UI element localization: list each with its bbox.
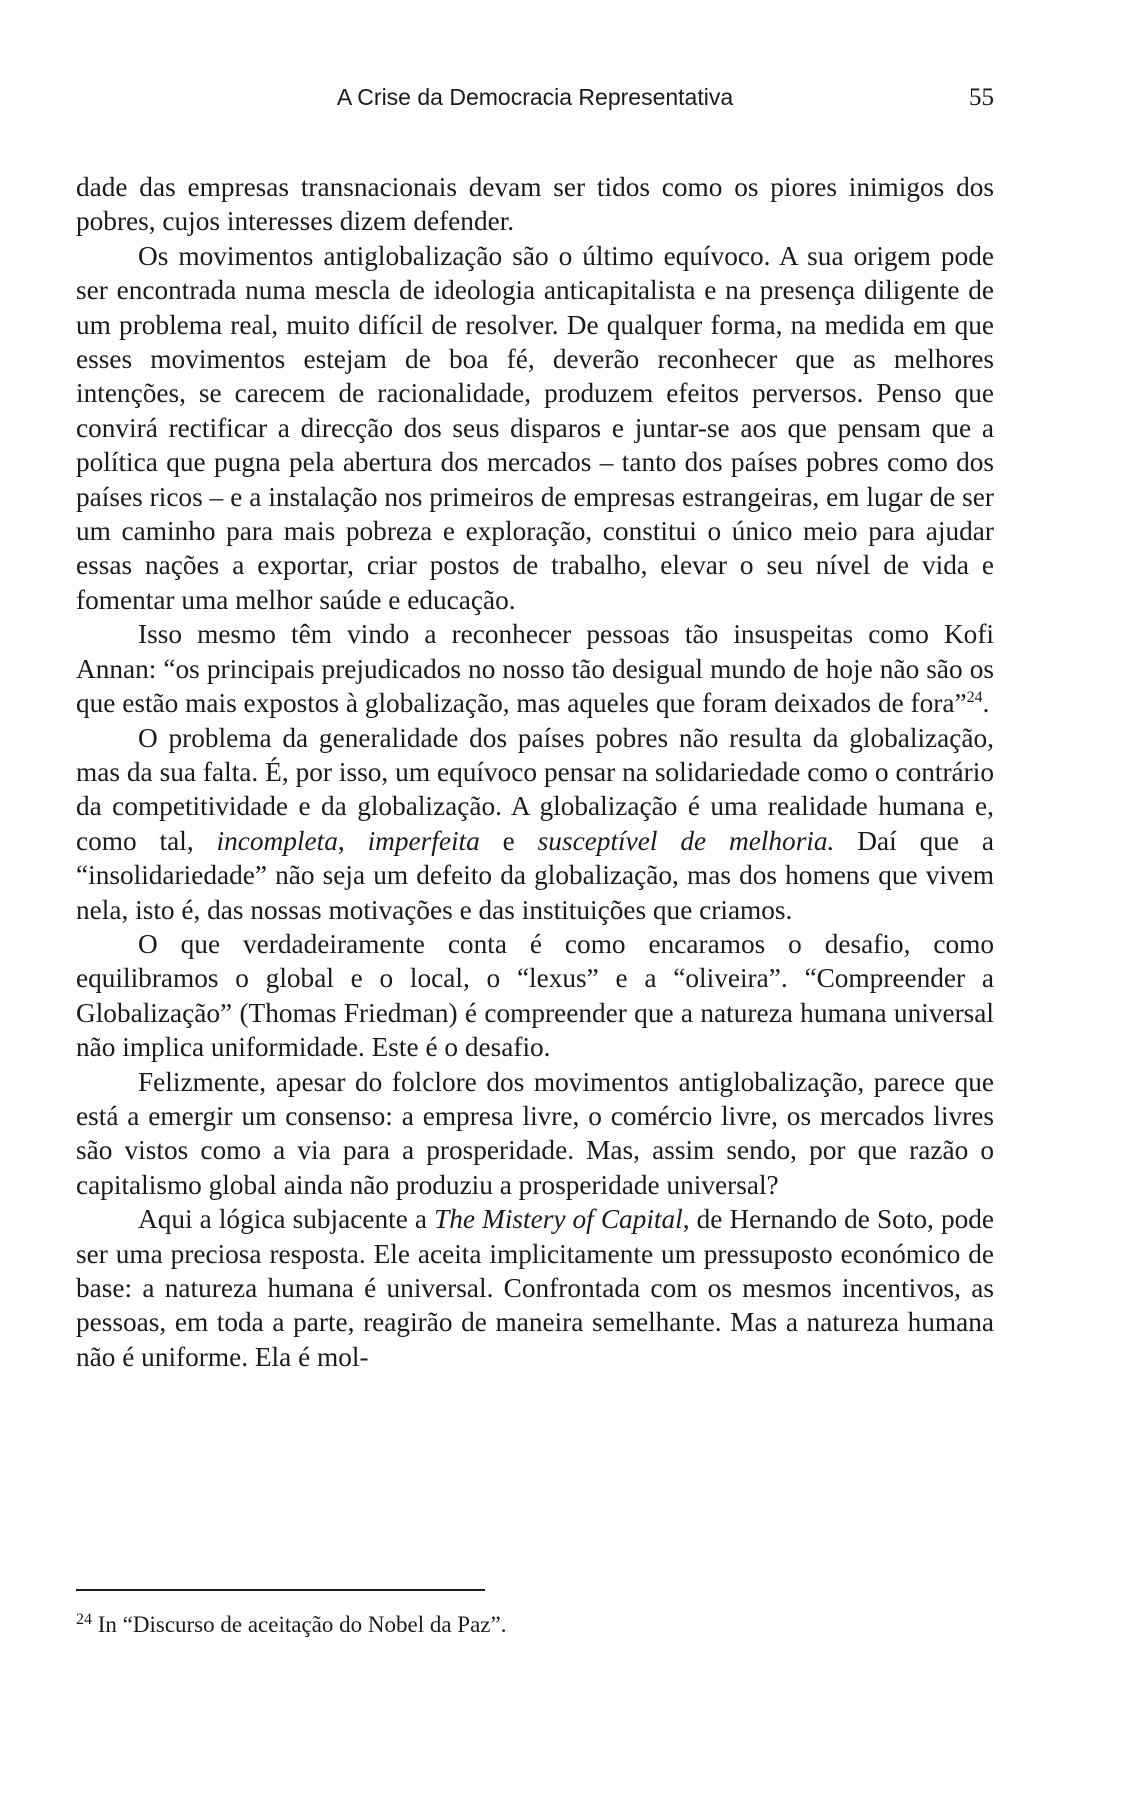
footnote-number: 24 xyxy=(76,1611,92,1628)
paragraph-4-part-d: Daí que a “insolidariedade” não seja um defeito da globalização, mas dos homens que vivem nela, isto é, das nossas motivações e das instituições que criamos. xyxy=(76,825,994,925)
paragraph-4-part-c: e xyxy=(479,825,538,856)
page-number: 55 xyxy=(969,84,994,111)
paragraph-3-text: Isso mesmo têm vindo a reconhecer pessoas tão insuspeitas como Kofi Annan: “os principais prejudicados no nosso tão desigual mundo de hoje não são os que estão mais expostos à globalização, mas aqueles que foram deixados de fora” xyxy=(76,619,994,719)
italic-imperfeita: imperfeita xyxy=(367,825,480,856)
paragraph-3-end: . xyxy=(982,688,990,719)
paragraph-4-part-b: , xyxy=(337,825,368,856)
running-title: A Crise da Democracia Representativa xyxy=(336,84,734,110)
paragraph-4-part-a: O problema da generalidade dos países pobres não resulta da globalização, mas da sua falta. É, por isso, um equívoco pensar na solidariedade como o contrário da competitividade e da globalização. A globalização é uma realidade humana e, como tal, xyxy=(76,722,994,856)
body-text xyxy=(76,170,994,1374)
footnote-text: In “Discurso de aceitação do Nobel da Paz”. xyxy=(92,1612,507,1637)
paragraph-1: dade das empresas transnacionais devam ser tidos como os piores inimigos dos pobres, cujos interesses dizem defender. xyxy=(76,172,994,237)
paragraph-6: Felizmente, apesar do folclore dos movimentos antiglobalização, parece que está a emergir um consenso: a empresa livre, o comércio livre, os mercados livres são vistos como a via para a prosperidade. Mas, assim sendo, por que razão o capitalismo global ainda não produziu a prosperidade universal? xyxy=(76,1066,994,1200)
running-head xyxy=(76,84,994,120)
paragraph-5: O que verdadeiramente conta é como encaramos o desafio, como equilibramos o global e o local, o “lexus” e a “oliveira”. “Compreender a Globalização” (Thomas Friedman) é compreender que a natureza humana universal não implica uniformidade. Este é o desafio. xyxy=(76,928,994,1063)
paragraph-7 xyxy=(76,1202,994,1374)
italic-book-title: The Mistery of Capital, xyxy=(434,1204,690,1235)
paragraph-4 xyxy=(76,721,994,927)
paragraph-2: Os movimentos antiglobalização são o último equívoco. A sua origem pode ser encontrada numa mescla de ideologia anticapitalista e na presença diligente de um problema real, muito difícil de resolver. De qualquer forma, na medida em que esses movimentos estejam de boa fé, deverão reconhecer que as melhores intenções, se carecem de racionalidade, produzem efeitos perversos. Penso que convirá rectificar a direcção dos seus disparos e juntar-se aos que pensam que a política que pugna pela abertura dos mercados – tanto dos países pobres como dos países ricos – e a instalação nos primeiros de empresas estrangeiras, em lugar de ser um caminho para mais pobreza e exploração, constitui o único meio para ajudar essas nações a exportar, criar postos de trabalho, elevar o seu nível de vida e fomentar uma melhor saúde e educação. xyxy=(76,240,994,615)
paragraph-7-part-a: Aqui a lógica subjacente a xyxy=(138,1204,435,1235)
footnote-reference-24: 24 xyxy=(966,689,983,707)
footnote-24 xyxy=(76,1610,994,1640)
italic-susceptivel: susceptível de melhoria. xyxy=(537,825,835,856)
italic-incompleta: incompleta xyxy=(216,825,338,856)
footnote-separator xyxy=(76,1589,485,1591)
paragraph-7-part-b: de Hernando de Soto, pode ser uma preciosa resposta. Ele aceita implicitamente um pressuposto económico de base: a natureza humana é universal. Confrontada com os mesmos incentivos, as pessoas, em toda a parte, reagirão de maneira semelhante. Mas a natureza humana não é uniforme. Ela é mol- xyxy=(76,1204,995,1372)
paragraph-3 xyxy=(76,617,994,720)
